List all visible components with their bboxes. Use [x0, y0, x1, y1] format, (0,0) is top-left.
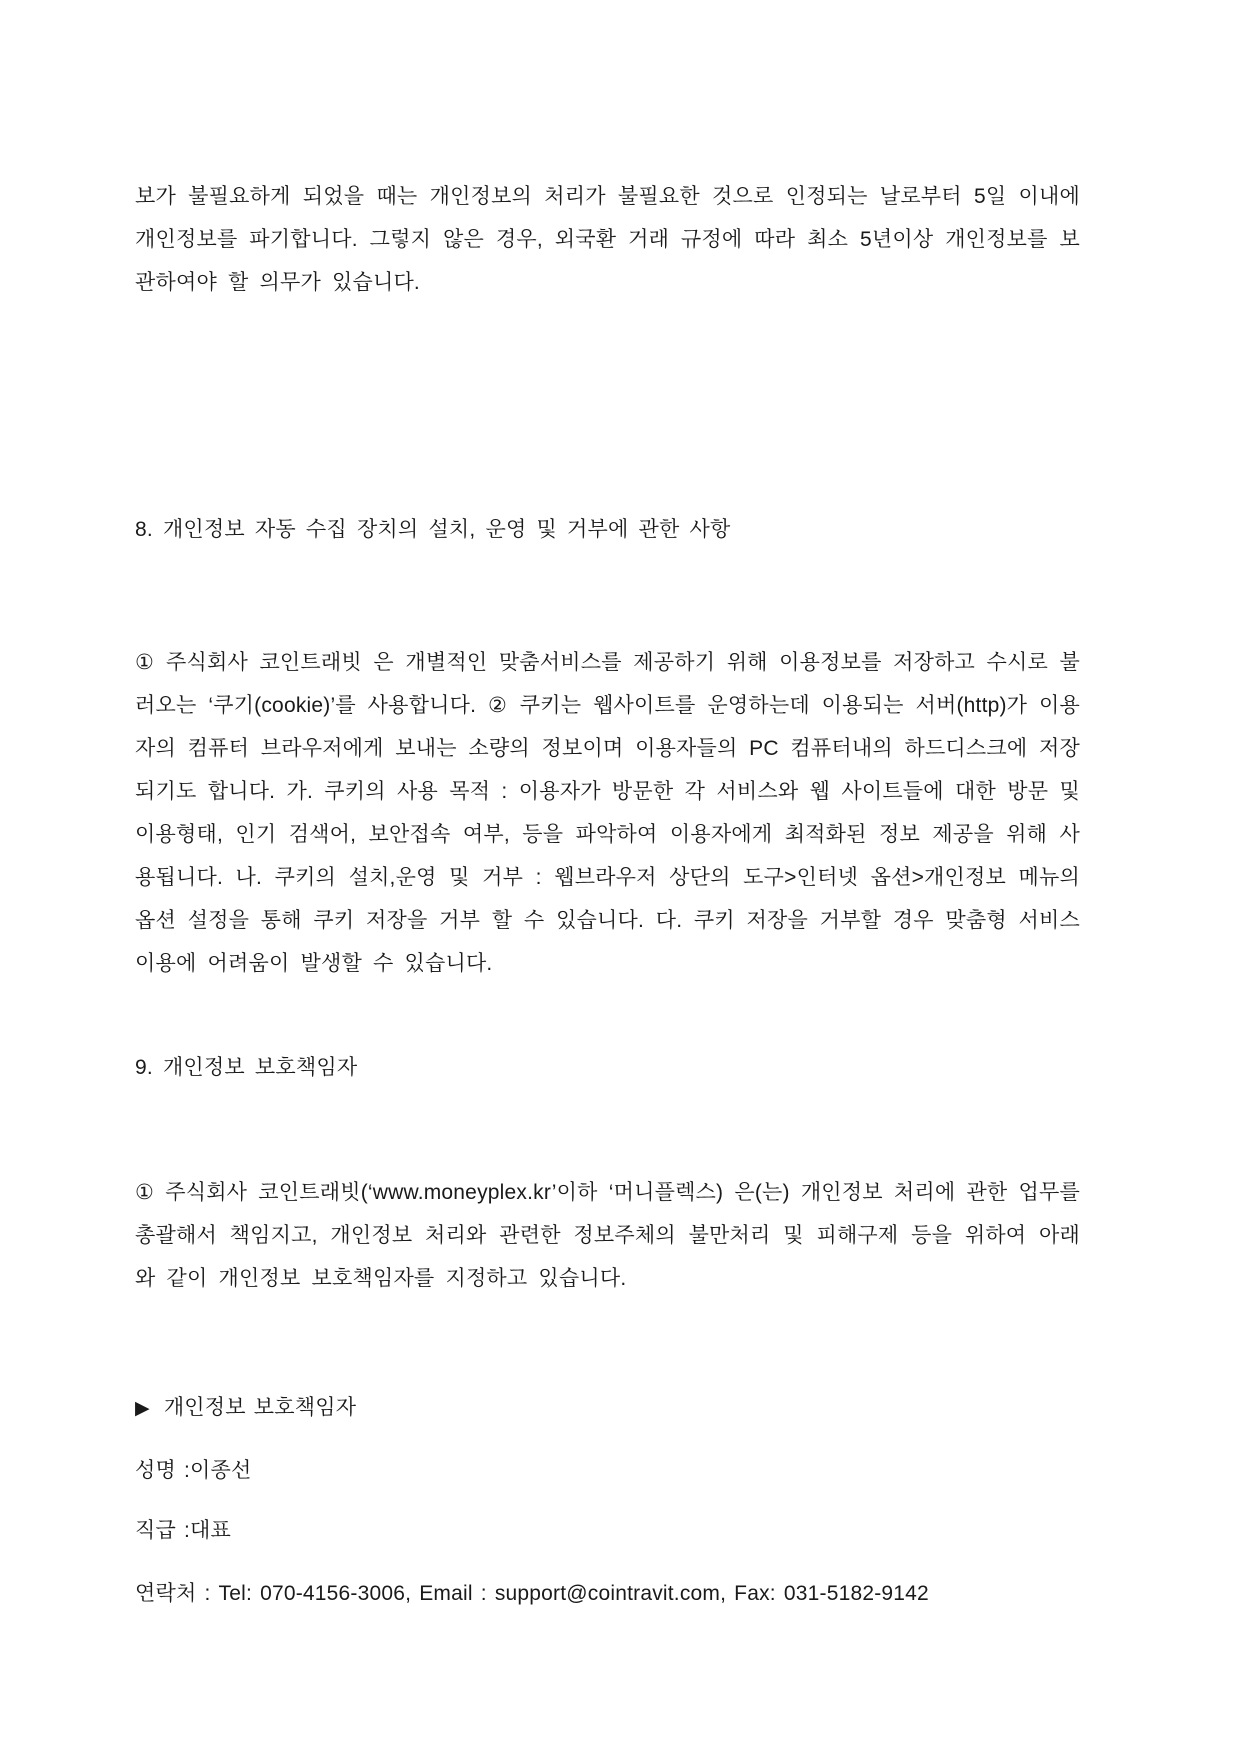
section-8-heading: 8. 개인정보 자동 수집 장치의 설치, 운영 및 거부에 관한 사항	[135, 518, 731, 541]
officer-name-line: 성명 :이종선	[135, 1459, 252, 1482]
triangle-bullet-icon: ▶	[135, 1398, 150, 1419]
section-9-intro-paragraph: ① 주식회사 코인트래빗(‘www.moneyplex.kr’이하 ‘머니플렉스) 은(는) 개인정보 처리에 관한 업무를 총괄해서 책임지고, 개인정보 처리와 관련한 정보주체의 불만처리 및 피해구제 등을 위하여 아래와 같이 개인정보 보호책임자를 지정하고 있습니다.	[135, 1181, 1080, 1290]
section-8-cookie-paragraph: ① 주식회사 코인트래빗 은 개별적인 맞춤서비스를 제공하기 위해 이용정보를 저장하고 수시로 불러오는 ‘쿠기(cookie)’를 사용합니다. ② 쿠키는 웹사이트를 운영하는데 이용되는 서버(http)가 이용자의 컴퓨터 브라우저에게 보내는 소량의 정보이며 이용자들의 PC 컴퓨터내의 하드디스크에 저장되기도 합니다. 가. 쿠키의 사용 목적 : 이용자가 방문한 각 서비스와 웹 사이트들에 대한 방문 및 이용형태, 인기 검색어, 보안접속 여부, 등을 파악하여 이용자에게 최적화된 정보 제공을 위해 사용됩니다. 나. 쿠키의 설치,운영 및 거부 : 웹브라우저 상단의 도구>인터넷 옵션>개인정보 메뉴의 옵션 설정을 통해 쿠키 저장을 거부 할 수 있습니다. 다. 쿠키 저장을 거부할 경우 맞춤형 서비스 이용에 어려움이 발생할 수 있습니다.	[135, 651, 1080, 975]
officer-position-line: 직급 :대표	[135, 1519, 232, 1542]
retention-paragraph: 보가 불필요하게 되었을 때는 개인정보의 처리가 불필요한 것으로 인정되는 날로부터 5일 이내에 개인정보를 파기합니다. 그렇지 않은 경우, 외국환 거래 규정에 따라 최소 5년이상 개인정보를 보관하여야 할 의무가 있습니다.	[135, 185, 1080, 294]
privacy-officer-label-text: 개인정보 보호책임자	[163, 1396, 357, 1419]
privacy-officer-label	[135, 1386, 1080, 1430]
section-9-heading: 9. 개인정보 보호책임자	[135, 1056, 358, 1079]
officer-contact-line: 연락처 : Tel: 070-4156-3006, Email : support@cointravit.com, Fax: 031-5182-9142	[135, 1582, 929, 1605]
